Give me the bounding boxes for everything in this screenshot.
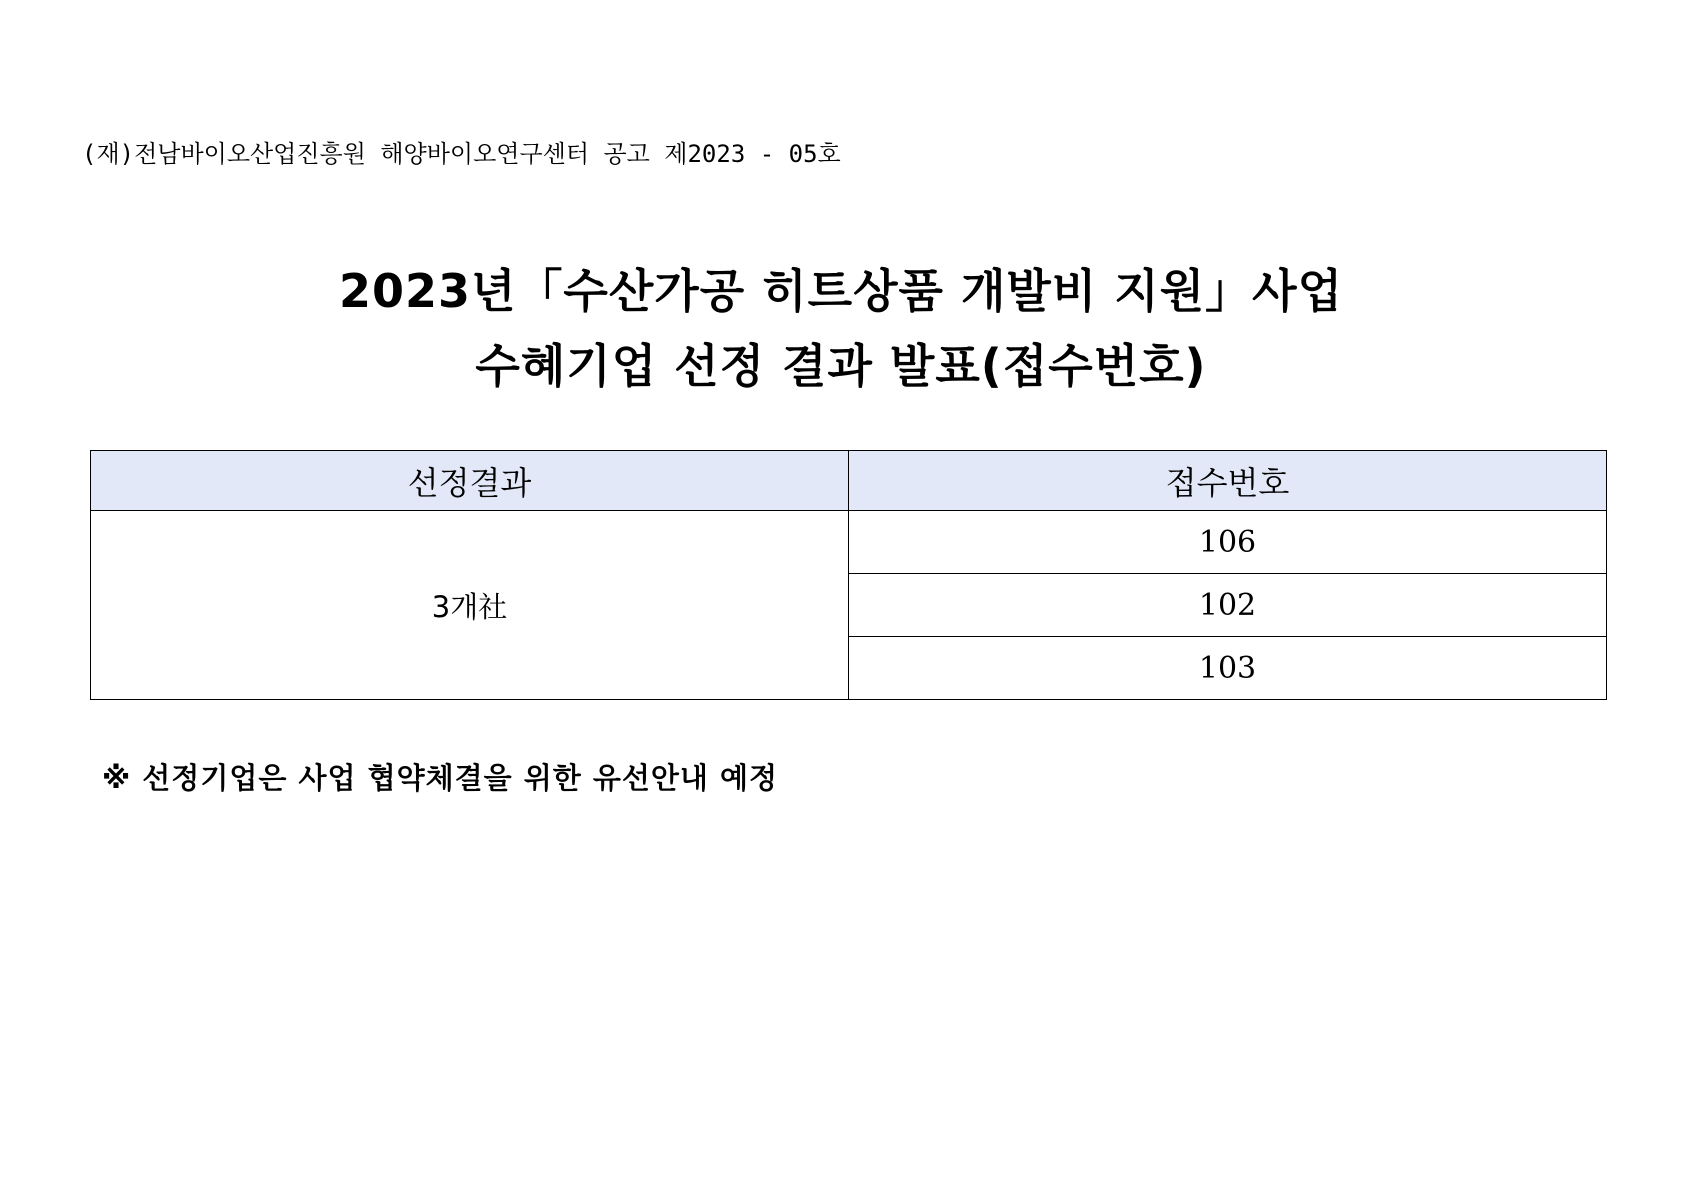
page-title-line-2: 수혜기업 선정 결과 발표(접수번호) <box>475 339 1207 393</box>
footnote: ※ 선정기업은 사업 협약체결을 위한 유선안내 예정 <box>102 761 779 795</box>
page-title-line-1: 2023년「수산가공 히트상품 개발비 지원」사업 <box>338 264 1344 318</box>
column-header-selection-result: 선정결과 <box>91 451 849 511</box>
selection-result-cell: 3개社 <box>91 511 849 700</box>
selection-result-table <box>90 450 1607 700</box>
receipt-number-cell: 102 <box>849 574 1607 637</box>
notice-number: (재)전남바이오산업진흥원 해양바이오연구센터 공고 제2023 - 05호 <box>82 140 841 168</box>
receipt-number-cell: 106 <box>849 511 1607 574</box>
column-header-receipt-number: 접수번호 <box>849 451 1607 511</box>
table-header-row <box>91 451 1607 511</box>
table-row <box>91 511 1607 574</box>
receipt-number-cell: 103 <box>849 637 1607 700</box>
